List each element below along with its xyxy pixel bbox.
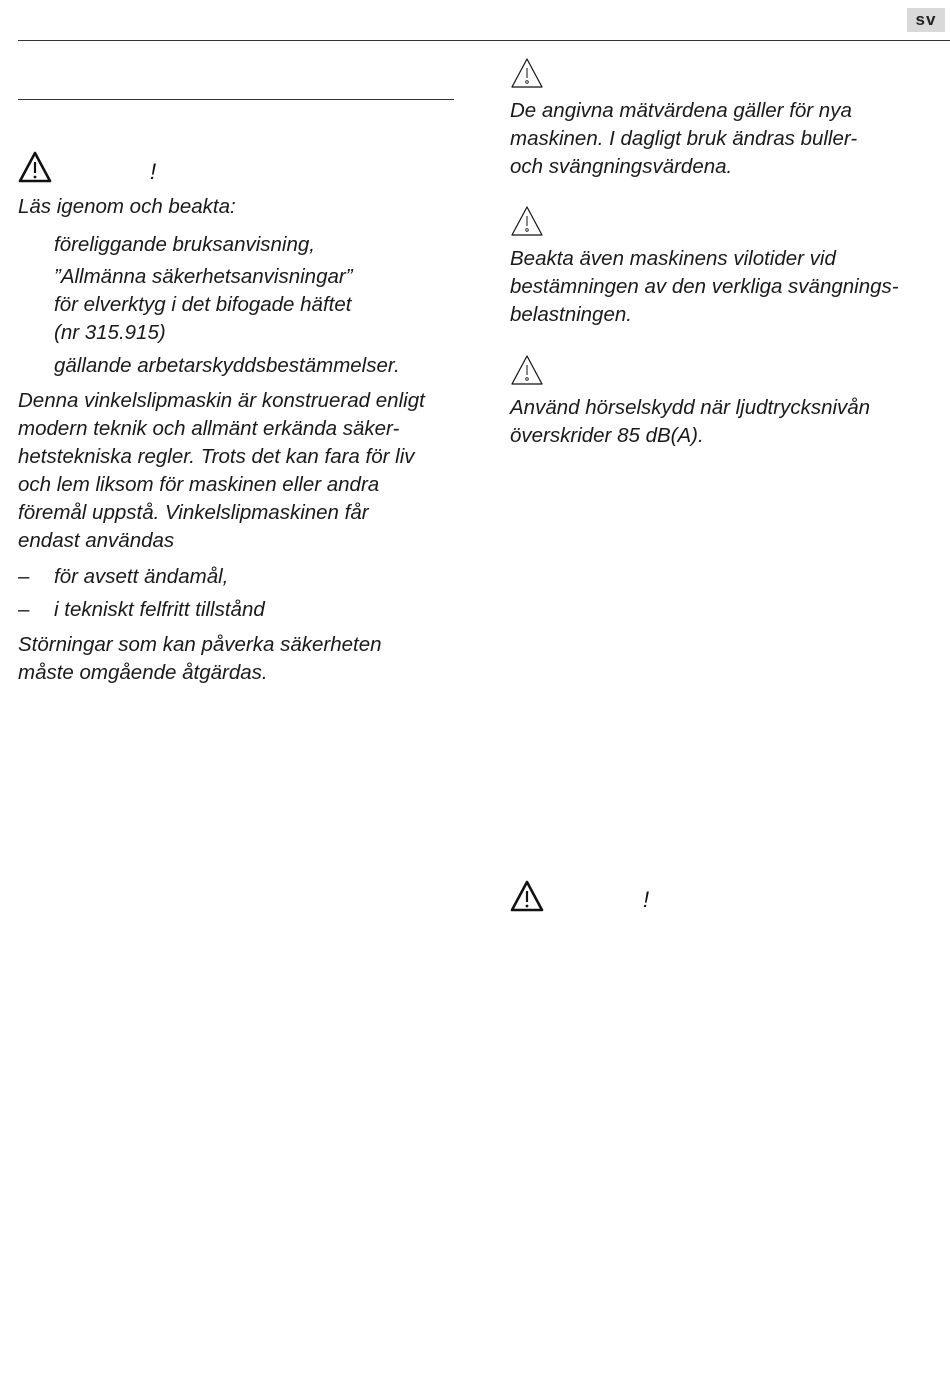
- paragraph-line: föremål uppstå. Vinkelslipmaskinen får: [18, 501, 369, 524]
- note-line: belastningen.: [510, 303, 632, 326]
- warning-triangle-icon: [510, 880, 544, 912]
- closing-line: måste omgående åtgärdas.: [18, 661, 268, 684]
- note-2: [510, 245, 899, 329]
- use-item-text: i tekniskt felfritt tillstånd: [54, 598, 265, 621]
- read-item-2-line: för elverktyg i det bifogade häftet: [54, 293, 352, 316]
- note-3: [510, 394, 870, 450]
- intro-paragraph: [18, 387, 458, 555]
- paragraph-line: endast användas: [18, 529, 175, 552]
- language-badge: sv: [907, 8, 945, 32]
- note-1: [510, 97, 857, 181]
- read-item-2-line: ”Allmänna säkerhetsanvisningar”: [54, 265, 353, 288]
- read-item-2-line: (nr 315.915): [54, 321, 166, 344]
- intro-text: Läs igenom och beakta:: [18, 195, 236, 218]
- read-item-2: [54, 263, 353, 347]
- note-line: Beakta även maskinens vilotider vid: [510, 247, 836, 270]
- use-item-text: för avsett ändamål,: [54, 565, 229, 588]
- closing-line: Störningar som kan påverka säkerheten: [18, 633, 382, 656]
- note-line: överskrider 85 dB(A).: [510, 424, 704, 447]
- read-item-1: föreliggande bruksanvisning,: [54, 233, 315, 256]
- note-line: och svängningsvärdena.: [510, 155, 733, 178]
- note-line: De angivna mätvärdena gäller för nya: [510, 99, 852, 122]
- paragraph-line: hetstekniska regler. Trots det kan fara för liv: [18, 445, 415, 468]
- dash-marker: –: [18, 565, 30, 588]
- section-rule: [18, 99, 454, 100]
- warning-exclamation: !: [643, 887, 650, 912]
- dash-marker: –: [18, 598, 30, 621]
- header-rule: [18, 40, 950, 41]
- note-line: bestämningen av den verkliga svängnings-: [510, 275, 899, 298]
- note-line: Använd hörselskydd när ljudtrycksnivån: [510, 396, 871, 419]
- use-item-2: [18, 596, 265, 624]
- caution-triangle-icon: [510, 354, 544, 386]
- warning-triangle-icon: [18, 151, 52, 183]
- paragraph-line: Denna vinkelslipmaskin är konstruerad enligt: [18, 389, 425, 412]
- caution-triangle-icon: [510, 205, 544, 237]
- warning-exclamation: !: [150, 159, 157, 184]
- use-item-1: [18, 563, 228, 591]
- paragraph-line: modern teknik och allmänt erkända säker-: [18, 417, 400, 440]
- read-item-3: gällande arbetarskyddsbestämmelser.: [54, 354, 400, 377]
- caution-triangle-icon: [510, 57, 544, 89]
- closing-paragraph: [18, 631, 382, 687]
- paragraph-line: och lem liksom för maskinen eller andra: [18, 473, 380, 496]
- note-line: maskinen. I dagligt bruk ändras buller-: [510, 127, 858, 150]
